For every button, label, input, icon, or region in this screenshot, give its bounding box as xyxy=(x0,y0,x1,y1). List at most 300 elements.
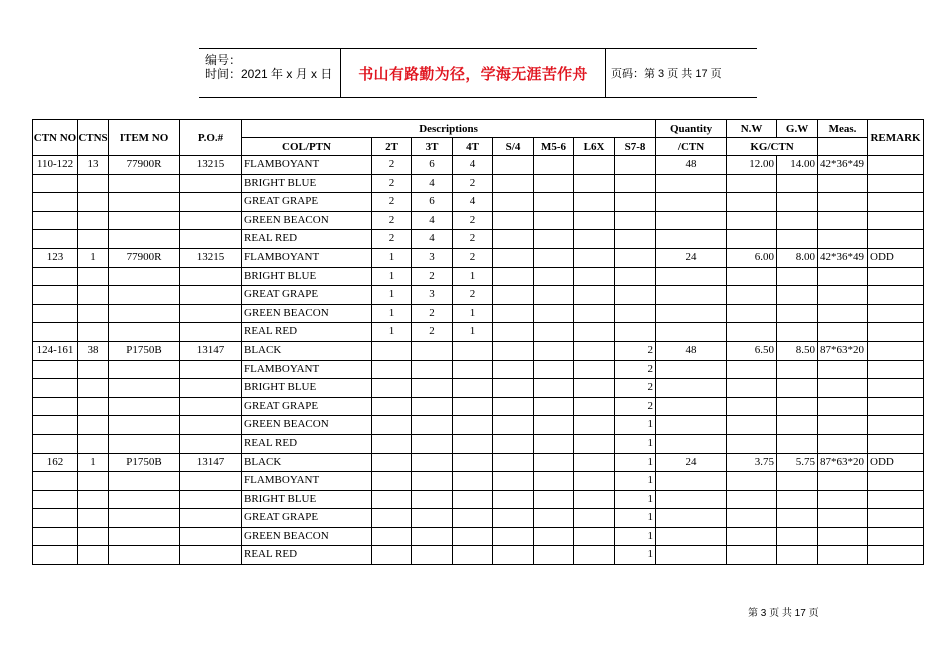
cell-t2: 2 xyxy=(372,211,412,230)
cell-item-no xyxy=(109,527,180,546)
header-motto-cell xyxy=(340,49,606,97)
cell-l6x xyxy=(574,230,615,249)
cell-ctns xyxy=(78,490,109,509)
page-info-text: 页码：第 3 页 共 17 页 xyxy=(611,68,722,80)
cell-ctn-no xyxy=(33,174,78,193)
cell-ctns: 1 xyxy=(78,248,109,267)
cell-t2: 1 xyxy=(372,304,412,323)
cell-quantity: 24 xyxy=(656,453,727,472)
cell-remark xyxy=(868,156,924,175)
cell-s4 xyxy=(493,323,534,342)
cell-s4 xyxy=(493,156,534,175)
cell-ctn-no xyxy=(33,546,78,565)
cell-quantity xyxy=(656,472,727,491)
cell-l6x xyxy=(574,360,615,379)
cell-s4 xyxy=(493,472,534,491)
cell-ctn-no xyxy=(33,304,78,323)
cell-s78: 1 xyxy=(615,527,656,546)
cell-quantity xyxy=(656,397,727,416)
cell-ctns: 38 xyxy=(78,341,109,360)
table-row xyxy=(33,156,924,175)
table-row xyxy=(33,323,924,342)
cell-l6x xyxy=(574,193,615,212)
cell-t4 xyxy=(453,341,493,360)
cell-m56 xyxy=(534,509,574,528)
cell-color: REAL RED xyxy=(242,230,372,249)
cell-ctns xyxy=(78,304,109,323)
cell-l6x xyxy=(574,416,615,435)
cell-ctns xyxy=(78,509,109,528)
cell-s4 xyxy=(493,211,534,230)
cell-s78: 1 xyxy=(615,453,656,472)
cell-s78 xyxy=(615,156,656,175)
cell-s78: 1 xyxy=(615,546,656,565)
cell-t4: 2 xyxy=(453,230,493,249)
cell-nw xyxy=(727,434,777,453)
cell-ctns xyxy=(78,546,109,565)
cell-quantity xyxy=(656,267,727,286)
header-row-top xyxy=(33,120,924,138)
cell-nw xyxy=(727,286,777,305)
cell-nw xyxy=(727,490,777,509)
cell-ctn-no xyxy=(33,490,78,509)
cell-t2: 2 xyxy=(372,156,412,175)
cell-gw xyxy=(777,490,818,509)
cell-ctn-no xyxy=(33,434,78,453)
cell-remark xyxy=(868,341,924,360)
cell-color: BRIGHT BLUE xyxy=(242,490,372,509)
cell-nw: 12.00 xyxy=(727,156,777,175)
cell-meas xyxy=(818,434,868,453)
cell-l6x xyxy=(574,509,615,528)
th-descriptions: Descriptions xyxy=(242,120,656,138)
cell-remark xyxy=(868,323,924,342)
cell-t4: 2 xyxy=(453,174,493,193)
cell-s4 xyxy=(493,286,534,305)
cell-t3: 3 xyxy=(412,248,453,267)
cell-s4 xyxy=(493,490,534,509)
cell-s4 xyxy=(493,304,534,323)
cell-gw xyxy=(777,286,818,305)
cell-quantity xyxy=(656,211,727,230)
cell-po xyxy=(180,546,242,565)
cell-item-no xyxy=(109,416,180,435)
cell-gw xyxy=(777,509,818,528)
cell-item-no: P1750B xyxy=(109,341,180,360)
table-row xyxy=(33,453,924,472)
cell-item-no: 77900R xyxy=(109,156,180,175)
cell-ctns xyxy=(78,267,109,286)
cell-ctn-no: 123 xyxy=(33,248,78,267)
cell-nw: 6.50 xyxy=(727,341,777,360)
cell-ctns xyxy=(78,230,109,249)
cell-color: GREEN BEACON xyxy=(242,211,372,230)
cell-l6x xyxy=(574,248,615,267)
cell-m56 xyxy=(534,453,574,472)
cell-ctn-no xyxy=(33,230,78,249)
cell-color: BRIGHT BLUE xyxy=(242,379,372,398)
th-kg-ctn: KG/CTN xyxy=(727,138,818,156)
time-text: 时间：2021 年 x 月 x 日 xyxy=(205,67,333,81)
cell-nw xyxy=(727,193,777,212)
cell-color: GREAT GRAPE xyxy=(242,509,372,528)
cell-nw xyxy=(727,527,777,546)
th-item-no: ITEM NO xyxy=(109,120,180,156)
cell-item-no xyxy=(109,193,180,212)
cell-item-no xyxy=(109,267,180,286)
cell-t3 xyxy=(412,416,453,435)
cell-remark xyxy=(868,174,924,193)
cell-gw xyxy=(777,323,818,342)
th-quantity: Quantity xyxy=(656,120,727,138)
cell-ctn-no xyxy=(33,360,78,379)
cell-quantity xyxy=(656,490,727,509)
cell-nw xyxy=(727,379,777,398)
cell-s4 xyxy=(493,230,534,249)
cell-t2 xyxy=(372,360,412,379)
cell-quantity: 48 xyxy=(656,341,727,360)
cell-ctn-no xyxy=(33,267,78,286)
cell-gw xyxy=(777,267,818,286)
cell-remark xyxy=(868,360,924,379)
cell-t3 xyxy=(412,379,453,398)
cell-remark: ODD xyxy=(868,453,924,472)
cell-ctns xyxy=(78,397,109,416)
cell-m56 xyxy=(534,434,574,453)
cell-remark xyxy=(868,379,924,398)
cell-ctn-no xyxy=(33,416,78,435)
cell-s4 xyxy=(493,397,534,416)
cell-t2: 1 xyxy=(372,286,412,305)
cell-meas xyxy=(818,323,868,342)
table-row xyxy=(33,397,924,416)
cell-t3: 2 xyxy=(412,267,453,286)
cell-m56 xyxy=(534,360,574,379)
cell-ctns xyxy=(78,434,109,453)
cell-meas xyxy=(818,379,868,398)
cell-nw xyxy=(727,267,777,286)
cell-nw xyxy=(727,323,777,342)
cell-t3: 4 xyxy=(412,174,453,193)
cell-ctns xyxy=(78,527,109,546)
cell-quantity xyxy=(656,286,727,305)
cell-quantity xyxy=(656,416,727,435)
cell-item-no xyxy=(109,397,180,416)
header-meta-cell xyxy=(199,49,340,97)
table-body xyxy=(33,156,924,565)
cell-s4 xyxy=(493,248,534,267)
cell-ctn-no: 162 xyxy=(33,453,78,472)
cell-remark xyxy=(868,509,924,528)
cell-quantity: 48 xyxy=(656,156,727,175)
table-row xyxy=(33,174,924,193)
cell-t2 xyxy=(372,416,412,435)
cell-t3 xyxy=(412,472,453,491)
cell-s4 xyxy=(493,379,534,398)
th-nw: N.W xyxy=(727,120,777,138)
cell-ctns: 13 xyxy=(78,156,109,175)
cell-quantity xyxy=(656,509,727,528)
cell-ctns xyxy=(78,472,109,491)
cell-s4 xyxy=(493,453,534,472)
cell-meas xyxy=(818,397,868,416)
cell-gw xyxy=(777,472,818,491)
cell-remark xyxy=(868,211,924,230)
cell-t3 xyxy=(412,397,453,416)
cell-quantity xyxy=(656,379,727,398)
cell-t3: 4 xyxy=(412,230,453,249)
cell-item-no xyxy=(109,490,180,509)
cell-remark xyxy=(868,286,924,305)
cell-t4: 2 xyxy=(453,211,493,230)
cell-ctn-no xyxy=(33,286,78,305)
cell-gw xyxy=(777,174,818,193)
cell-m56 xyxy=(534,379,574,398)
cell-s78 xyxy=(615,174,656,193)
cell-quantity xyxy=(656,434,727,453)
cell-po xyxy=(180,434,242,453)
th-ctns: CTNS xyxy=(78,120,109,156)
cell-s4 xyxy=(493,527,534,546)
cell-remark xyxy=(868,304,924,323)
cell-ctns xyxy=(78,193,109,212)
cell-s78 xyxy=(615,267,656,286)
cell-gw: 14.00 xyxy=(777,156,818,175)
cell-gw xyxy=(777,527,818,546)
cell-m56 xyxy=(534,230,574,249)
cell-gw xyxy=(777,211,818,230)
cell-t4: 1 xyxy=(453,267,493,286)
footer-page-text: 第 3 页 共 17 页 xyxy=(748,608,819,619)
cell-t2 xyxy=(372,472,412,491)
cell-meas: 42*36*49 xyxy=(818,248,868,267)
cell-t4: 4 xyxy=(453,156,493,175)
cell-t4 xyxy=(453,379,493,398)
cell-s78 xyxy=(615,304,656,323)
cell-t3: 3 xyxy=(412,286,453,305)
cell-m56 xyxy=(534,174,574,193)
cell-gw xyxy=(777,360,818,379)
cell-ctns xyxy=(78,379,109,398)
table-row xyxy=(33,211,924,230)
cell-l6x xyxy=(574,286,615,305)
cell-m56 xyxy=(534,527,574,546)
cell-color: BLACK xyxy=(242,453,372,472)
table-row xyxy=(33,416,924,435)
cell-po xyxy=(180,472,242,491)
cell-nw xyxy=(727,472,777,491)
cell-l6x xyxy=(574,527,615,546)
cell-nw xyxy=(727,304,777,323)
cell-quantity xyxy=(656,546,727,565)
cell-po xyxy=(180,286,242,305)
cell-s4 xyxy=(493,341,534,360)
cell-color: GREEN BEACON xyxy=(242,527,372,546)
cell-ctns xyxy=(78,286,109,305)
th-size-2t: 2T xyxy=(372,138,412,156)
cell-item-no xyxy=(109,546,180,565)
cell-gw xyxy=(777,379,818,398)
table-row xyxy=(33,230,924,249)
cell-s78 xyxy=(615,230,656,249)
cell-t2 xyxy=(372,379,412,398)
cell-l6x xyxy=(574,156,615,175)
table-row xyxy=(33,193,924,212)
cell-t2 xyxy=(372,490,412,509)
cell-m56 xyxy=(534,156,574,175)
cell-l6x xyxy=(574,379,615,398)
cell-gw xyxy=(777,304,818,323)
cell-remark xyxy=(868,267,924,286)
cell-t3 xyxy=(412,360,453,379)
cell-s78: 2 xyxy=(615,360,656,379)
cell-quantity xyxy=(656,174,727,193)
cell-ctns xyxy=(78,174,109,193)
cell-s4 xyxy=(493,174,534,193)
th-size-m56: M5-6 xyxy=(534,138,574,156)
th-size-l6x: L6X xyxy=(574,138,615,156)
cell-remark xyxy=(868,490,924,509)
cell-po: 13215 xyxy=(180,156,242,175)
cell-l6x xyxy=(574,211,615,230)
cell-nw: 6.00 xyxy=(727,248,777,267)
cell-po xyxy=(180,193,242,212)
cell-remark xyxy=(868,193,924,212)
cell-ctns xyxy=(78,211,109,230)
cell-s78: 1 xyxy=(615,434,656,453)
cell-t4 xyxy=(453,490,493,509)
cell-quantity xyxy=(656,360,727,379)
cell-m56 xyxy=(534,211,574,230)
cell-meas xyxy=(818,286,868,305)
cell-po xyxy=(180,174,242,193)
cell-t4 xyxy=(453,397,493,416)
cell-meas xyxy=(818,416,868,435)
table-row xyxy=(33,341,924,360)
cell-ctn-no xyxy=(33,193,78,212)
cell-t4 xyxy=(453,416,493,435)
cell-t2 xyxy=(372,341,412,360)
cell-s78 xyxy=(615,286,656,305)
cell-t4 xyxy=(453,360,493,379)
cell-l6x xyxy=(574,434,615,453)
cell-ctn-no xyxy=(33,472,78,491)
cell-item-no: 77900R xyxy=(109,248,180,267)
motto-text: 书山有路勤为径，学海无涯苦作舟 xyxy=(358,64,588,83)
th-remark: REMARK xyxy=(868,120,924,156)
cell-remark xyxy=(868,546,924,565)
cell-s78: 2 xyxy=(615,379,656,398)
table-row xyxy=(33,434,924,453)
cell-s78 xyxy=(615,211,656,230)
cell-meas: 87*63*20 xyxy=(818,341,868,360)
cell-t3 xyxy=(412,546,453,565)
cell-color: GREAT GRAPE xyxy=(242,286,372,305)
table-row xyxy=(33,267,924,286)
cell-color: BLACK xyxy=(242,341,372,360)
cell-s4 xyxy=(493,360,534,379)
cell-nw xyxy=(727,546,777,565)
cell-ctn-no xyxy=(33,509,78,528)
th-per-ctn: /CTN xyxy=(656,138,727,156)
cell-nw: 3.75 xyxy=(727,453,777,472)
cell-po xyxy=(180,490,242,509)
header-page-cell xyxy=(606,49,757,97)
cell-s78: 2 xyxy=(615,341,656,360)
cell-t2: 2 xyxy=(372,193,412,212)
cell-l6x xyxy=(574,546,615,565)
table-row xyxy=(33,248,924,267)
cell-l6x xyxy=(574,174,615,193)
cell-gw xyxy=(777,546,818,565)
cell-l6x xyxy=(574,304,615,323)
cell-nw xyxy=(727,509,777,528)
cell-l6x xyxy=(574,267,615,286)
cell-meas xyxy=(818,472,868,491)
cell-t2: 1 xyxy=(372,323,412,342)
cell-t3 xyxy=(412,341,453,360)
cell-t2 xyxy=(372,434,412,453)
table-row xyxy=(33,304,924,323)
cell-m56 xyxy=(534,397,574,416)
cell-meas xyxy=(818,509,868,528)
cell-m56 xyxy=(534,304,574,323)
cell-gw xyxy=(777,416,818,435)
cell-t4 xyxy=(453,546,493,565)
cell-m56 xyxy=(534,546,574,565)
cell-color: BRIGHT BLUE xyxy=(242,267,372,286)
cell-l6x xyxy=(574,453,615,472)
cell-quantity xyxy=(656,323,727,342)
cell-gw xyxy=(777,193,818,212)
cell-remark xyxy=(868,472,924,491)
cell-t4 xyxy=(453,472,493,491)
cell-gw xyxy=(777,397,818,416)
th-po: P.O.# xyxy=(180,120,242,156)
cell-nw xyxy=(727,230,777,249)
cell-color: BRIGHT BLUE xyxy=(242,174,372,193)
cell-t4 xyxy=(453,434,493,453)
cell-s4 xyxy=(493,546,534,565)
th-col-ptn: COL/PTN xyxy=(242,138,372,156)
cell-po xyxy=(180,323,242,342)
table-row xyxy=(33,509,924,528)
cell-item-no xyxy=(109,509,180,528)
cell-item-no xyxy=(109,211,180,230)
cell-po: 13147 xyxy=(180,453,242,472)
cell-item-no xyxy=(109,174,180,193)
cell-ctn-no: 110-122 xyxy=(33,156,78,175)
cell-ctns: 1 xyxy=(78,453,109,472)
cell-m56 xyxy=(534,472,574,491)
table-row xyxy=(33,286,924,305)
cell-t4 xyxy=(453,527,493,546)
cell-po xyxy=(180,379,242,398)
th-size-4t: 4T xyxy=(453,138,493,156)
cell-s78: 1 xyxy=(615,416,656,435)
cell-remark xyxy=(868,434,924,453)
cell-t3: 4 xyxy=(412,211,453,230)
cell-s4 xyxy=(493,434,534,453)
cell-l6x xyxy=(574,472,615,491)
cell-t4: 2 xyxy=(453,248,493,267)
cell-t3: 6 xyxy=(412,193,453,212)
cell-color: FLAMBOYANT xyxy=(242,248,372,267)
cell-meas xyxy=(818,527,868,546)
cell-t2 xyxy=(372,509,412,528)
cell-item-no xyxy=(109,304,180,323)
cell-t3 xyxy=(412,509,453,528)
